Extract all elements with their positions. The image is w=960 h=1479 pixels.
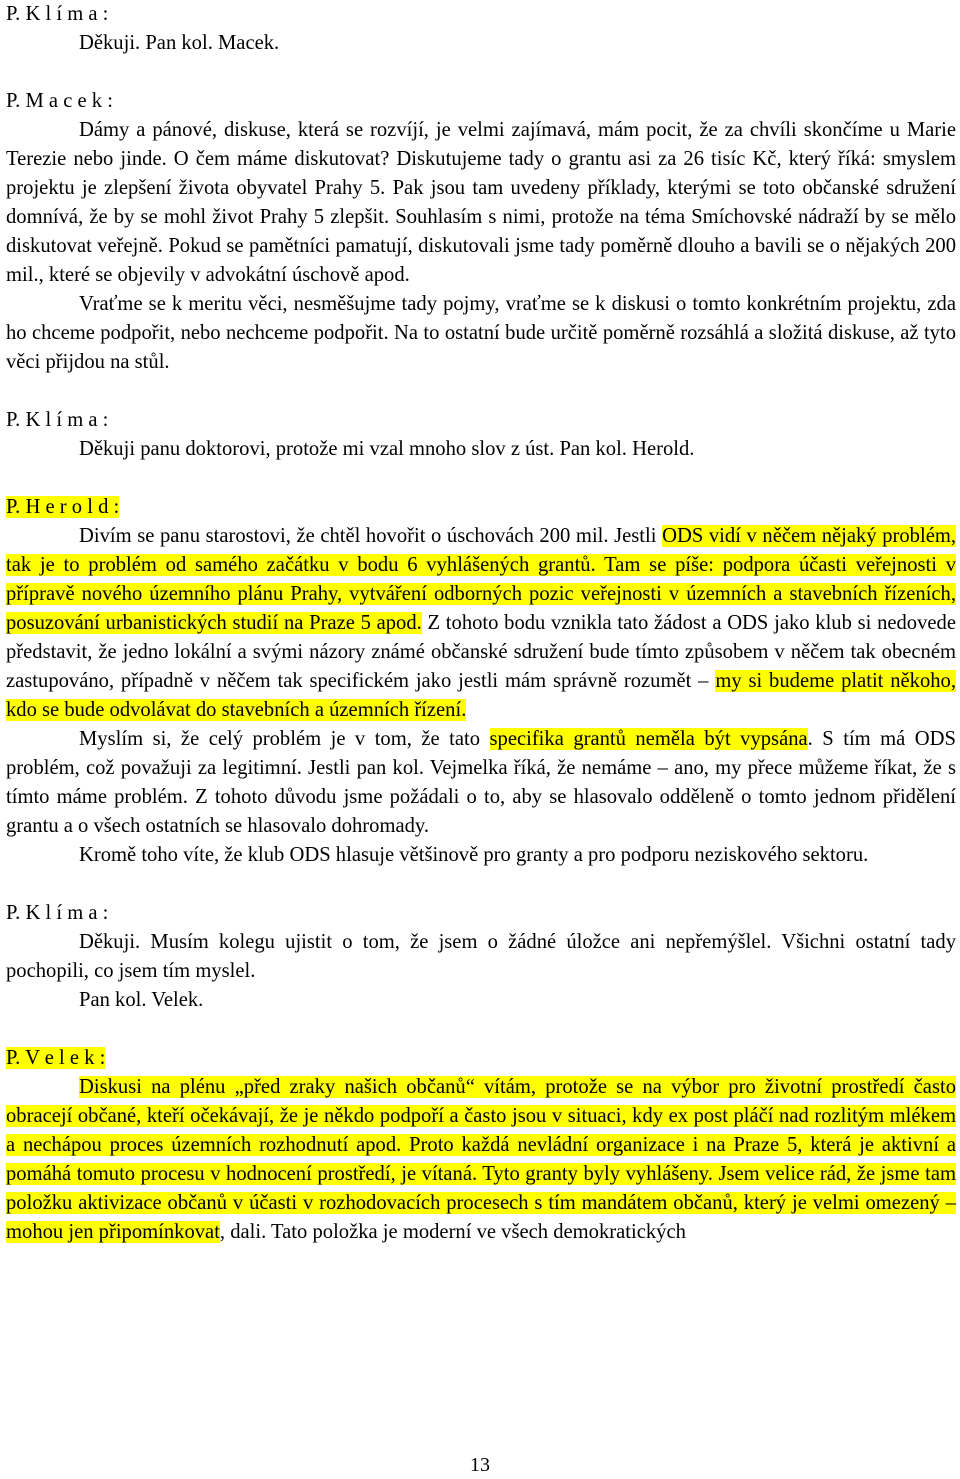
herold-text-1a: Divím se panu starostovi, že chtěl hovořit o úschovách 200 mil. Jestli — [79, 525, 663, 547]
paragraph-gap — [6, 58, 956, 87]
herold-highlight-1b: ODS vidí v něčem nějaký problém, tak je to problém od samého začátku v bodu 6 vyhlášených grantů. Tam se píše: podpora účasti veřejnosti v přípravě nového územního plánu Prahy, vytváření odborných pozic veřejnosti v územních a stavebních řízeních, posuzování urbanistických studií na Praze 5 apod. — [6, 525, 957, 634]
paragraph-klima-3: Děkuji. Musím kolegu ujistit o tom, že jsem o žádné úložce ani nepřemýšlel. Všichni ostatní tady pochopili, co jsem tím myslel. — [6, 931, 956, 982]
herold-highlight-2b: specifika grantů neměla být vypsána — [489, 728, 808, 750]
paragraph-macek-2: Vraťme se k meritu věci, nesměšujme tady pojmy, vraťme se k diskusi o tomto konkrétním projektu, zda ho chceme podpořit, nebo nechceme podpořit. Na to ostatní bude určitě poměrně rozsáhlá a složitá diskuse, až tyto věci přijdou na stůl. — [6, 293, 956, 373]
herold-highlight-1d: my si budeme platit někoho, kdo se bude odvolávat do stavebních a územních řízení. — [6, 670, 957, 721]
herold-text-2a: Myslím si, že celý problém je v tom, že tato — [79, 728, 490, 750]
paragraph-velek-1 — [6, 1073, 956, 1247]
herold-text-1c: Z tohoto bodu vznikla tato žádost a ODS jako klub si nedovede představit, že jedno lokální a svými názory známé občanské sdružení bude tímto způsobem v něčem tak obecném zastupováno, případně v něčem tak specifickém jako jestli mám správně rozumět – — [6, 612, 956, 692]
page-number: 13 — [470, 1454, 490, 1476]
herold-text-2c: . S tím má ODS problém, což považuji za legitimní. Jestli pan kol. Vejmelka říká, že nemáme – ano, my přece můžeme říkat, že s tímto máme problém. Z tohoto důvodu jsme požádali o to, aby se hlasovalo odděleně o tomto jednom přidělení grantu a o všech ostatních se hlasovalo dohromady. — [6, 728, 957, 837]
paragraph-gap — [6, 1015, 956, 1044]
paragraph-klima-1: Děkuji. Pan kol. Macek. — [79, 32, 280, 54]
velek-highlight-1a: Diskusi na plénu „před zraky našich občanů“ vítám, protože se na výbor pro životní prostředí často obracejí občané, kteří očekávají, že je někdo podpoří a často jsou v situaci, kdy ex post pláčí nad rozlitým mlékem a nechápou proces územních rozhodnutí apod. Proto každá nevládní organizace i na Praze 5, která je aktivní a pomáhá tomuto procesu v hodnocení prostředí, je vítaná. Tyto granty byly vyhlášeny. Jsem velice rád, že jsme tam položku aktivizace občanů v účasti v rozhodovacích procesech s tím mandátem občanů, který je velmi omezený – mohou jen připomínkovat — [6, 1076, 956, 1243]
speaker-klima-2: P. K l í m a : — [6, 409, 109, 431]
velek-text-1b: , dali. Tato položka je moderní ve všech demokratických — [219, 1221, 686, 1243]
paragraph-klima-3b: Pan kol. Velek. — [79, 989, 204, 1011]
speaker-klima-1: P. K l í m a : — [6, 3, 109, 25]
paragraph-gap — [6, 377, 956, 406]
speaker-herold — [6, 493, 956, 522]
speaker-herold-label: P. H e r o l d : — [6, 496, 120, 518]
speaker-velek-label: P. V e l e k : — [6, 1047, 106, 1069]
paragraph-herold-3: Kromě toho víte, že klub ODS hlasuje většinově pro granty a pro podporu neziskového sektoru. — [79, 844, 869, 866]
paragraph-herold-1 — [6, 522, 956, 725]
paragraph-klima-2: Děkuji panu doktorovi, protože mi vzal mnoho slov z úst. Pan kol. Herold. — [79, 438, 695, 460]
speaker-macek: P. M a c e k : — [6, 90, 113, 112]
speaker-velek — [6, 1044, 956, 1073]
paragraph-gap — [6, 464, 956, 493]
paragraph-macek-1: Dámy a pánové, diskuse, která se rozvíjí, je velmi zajímavá, mám pocit, že za chvíli skončíme u Marie Terezie nebo jinde. O čem máme diskutovat? Diskutujeme tady o grantu asi za 26 tisíc Kč, který říká: smyslem projektu je zlepšení života obyvatel Prahy 5. Pak jsou tam uvedeny příklady, kterými se toto občanské sdružení domnívá, že by se mohl život Prahy 5 zlepšit. Souhlasím s nimi, protože na téma Smíchovské nádraží by se mělo diskutovat veřejně. Pokud se pamětníci pamatují, diskutovali jsme tady poměrně dlouho a bavili se o nějakých 200 mil., které se objevily v advokátní úschově apod. — [6, 119, 956, 286]
document-page — [6, 0, 956, 1247]
paragraph-herold-2 — [6, 725, 956, 841]
speaker-klima-3: P. K l í m a : — [6, 902, 109, 924]
paragraph-gap — [6, 870, 956, 899]
